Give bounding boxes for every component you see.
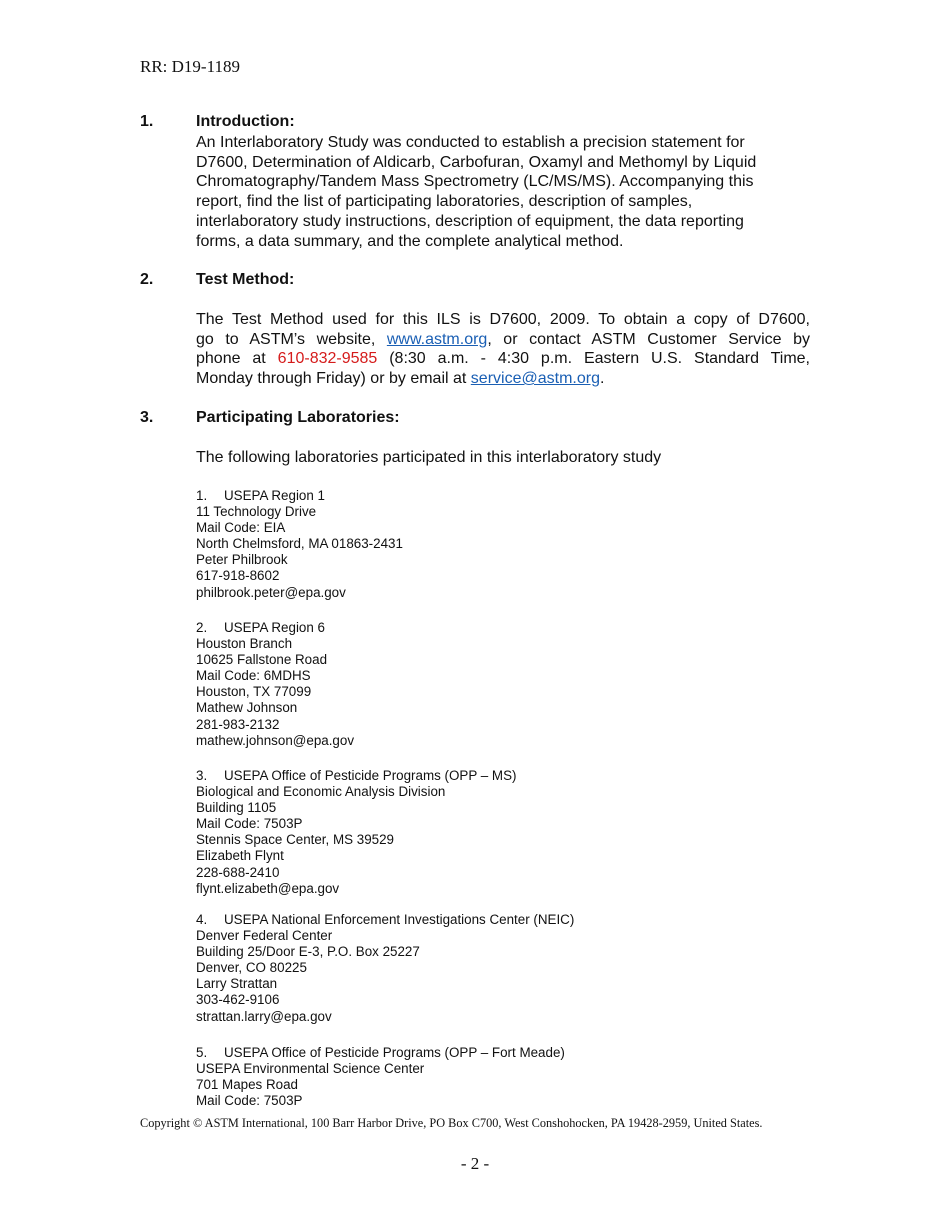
section-2-line: phone at 610-832-9585 (8:30 a.m. - 4:30 p.m. Eastern U.S. Standard Time, — [196, 350, 810, 368]
lab-number: 4. — [196, 912, 208, 927]
customer-service-phone: 610-832-9585 — [277, 350, 378, 368]
lab-line: Mail Code: 6MDHS — [196, 668, 311, 684]
lab-line: 11 Technology Drive — [196, 504, 317, 520]
section-1-number: 1. — [140, 113, 154, 130]
section-1-body — [196, 133, 810, 251]
lab-line: Building 25/Door E-3, P.O. Box 25227 — [196, 944, 420, 960]
section-1-line: interlaboratory study instructions, description of equipment, the data reporting — [196, 212, 744, 230]
lab-line: Elizabeth Flynt — [196, 848, 284, 864]
lab-line: Mail Code: 7503P — [196, 816, 303, 832]
lab-line: 281-983-2132 — [196, 716, 280, 732]
section-1-line: D7600, Determination of Aldicarb, Carbofuran, Oxamyl and Methomyl by Liquid — [196, 153, 757, 171]
section-2-line: Monday through Friday) or by email at service@astm.org. — [196, 370, 605, 388]
lab-line: 303-462-9106 — [196, 992, 280, 1008]
section-1-line: report, find the list of participating laboratories, description of samples, — [196, 193, 693, 211]
lab-line: 10625 Fallstone Road — [196, 652, 328, 668]
section-1-title: Introduction: — [196, 113, 295, 130]
lab-number: 5. — [196, 1045, 208, 1060]
section-3-title: Participating Laboratories: — [196, 409, 400, 426]
astm-website-link[interactable]: www.astm.org — [386, 330, 488, 348]
section-2-body — [196, 310, 810, 389]
lab-email: philbrook.peter@epa.gov — [196, 584, 346, 600]
lab-entry — [196, 1045, 565, 1109]
lab-email: mathew.johnson@epa.gov — [196, 732, 355, 748]
lab-line: Mail Code: EIA — [196, 520, 286, 536]
section-3-intro: The following laboratories participated in this interlaboratory study — [196, 449, 662, 466]
lab-line: Houston Branch — [196, 636, 293, 652]
lab-line: 228-688-2410 — [196, 864, 280, 880]
lab-line: Houston, TX 77099 — [196, 684, 312, 700]
lab-line: Denver Federal Center — [196, 928, 333, 944]
page-number: - 2 - — [460, 1154, 490, 1173]
lab-number: 3. — [196, 768, 208, 783]
section-2-title: Test Method: — [196, 271, 295, 288]
lab-line: Stennis Space Center, MS 39529 — [196, 832, 395, 848]
lab-line: North Chelmsford, MA 01863-2431 — [196, 536, 403, 552]
lab-line: Peter Philbrook — [196, 552, 288, 568]
lab-line: Larry Strattan — [196, 976, 278, 992]
section-2-number: 2. — [140, 271, 154, 288]
section-3-number: 3. — [140, 409, 154, 426]
section-1-line: An Interlaboratory Study was conducted to establish a precision statement for — [196, 134, 745, 151]
lab-number: 1. — [196, 488, 208, 503]
lab-entry — [196, 912, 574, 1025]
lab-name: USEPA National Enforcement Investigations Center (NEIC) — [224, 912, 575, 927]
lab-line: Mail Code: 7503P — [196, 1093, 303, 1109]
lab-email: strattan.larry@epa.gov — [196, 1008, 332, 1024]
lab-line: USEPA Environmental Science Center — [196, 1061, 425, 1077]
lab-line: 701 Mapes Road — [196, 1077, 298, 1093]
report-id-header: RR: D19-1189 — [140, 57, 240, 76]
lab-email: flynt.elizabeth@epa.gov — [196, 880, 340, 896]
section-2-line: The Test Method used for this ILS is D7600, 2009. To obtain a copy of D7600, — [196, 311, 810, 328]
lab-line: Denver, CO 80225 — [196, 960, 307, 976]
section-1-line: forms, a data summary, and the complete analytical method. — [196, 232, 624, 250]
lab-line: Mathew Johnson — [196, 700, 298, 716]
lab-number: 2. — [196, 620, 208, 635]
lab-entry — [196, 488, 403, 601]
copyright-footer: Copyright © ASTM International, 100 Barr Harbor Drive, PO Box C700, West Conshohocken, PA 19428-2959, United States. — [140, 1116, 763, 1130]
service-email-link[interactable]: service@astm.org — [470, 370, 600, 388]
lab-line: Biological and Economic Analysis Division — [196, 784, 446, 800]
lab-name: USEPA Office of Pesticide Programs (OPP – Fort Meade) — [224, 1045, 565, 1060]
section-2-line: go to ASTM’s website, www.astm.org, or contact ASTM Customer Service by — [196, 330, 810, 348]
lab-entry — [196, 620, 354, 749]
lab-name: USEPA Region 6 — [224, 620, 325, 635]
section-1-line: Chromatography/Tandem Mass Spectrometry (LC/MS/MS). Accompanying this — [196, 173, 754, 191]
lab-name: USEPA Office of Pesticide Programs (OPP – MS) — [224, 768, 517, 783]
lab-line: Building 1105 — [196, 800, 277, 816]
lab-name: USEPA Region 1 — [224, 488, 325, 503]
lab-entry — [196, 768, 516, 897]
lab-line: 617-918-8602 — [196, 568, 280, 584]
